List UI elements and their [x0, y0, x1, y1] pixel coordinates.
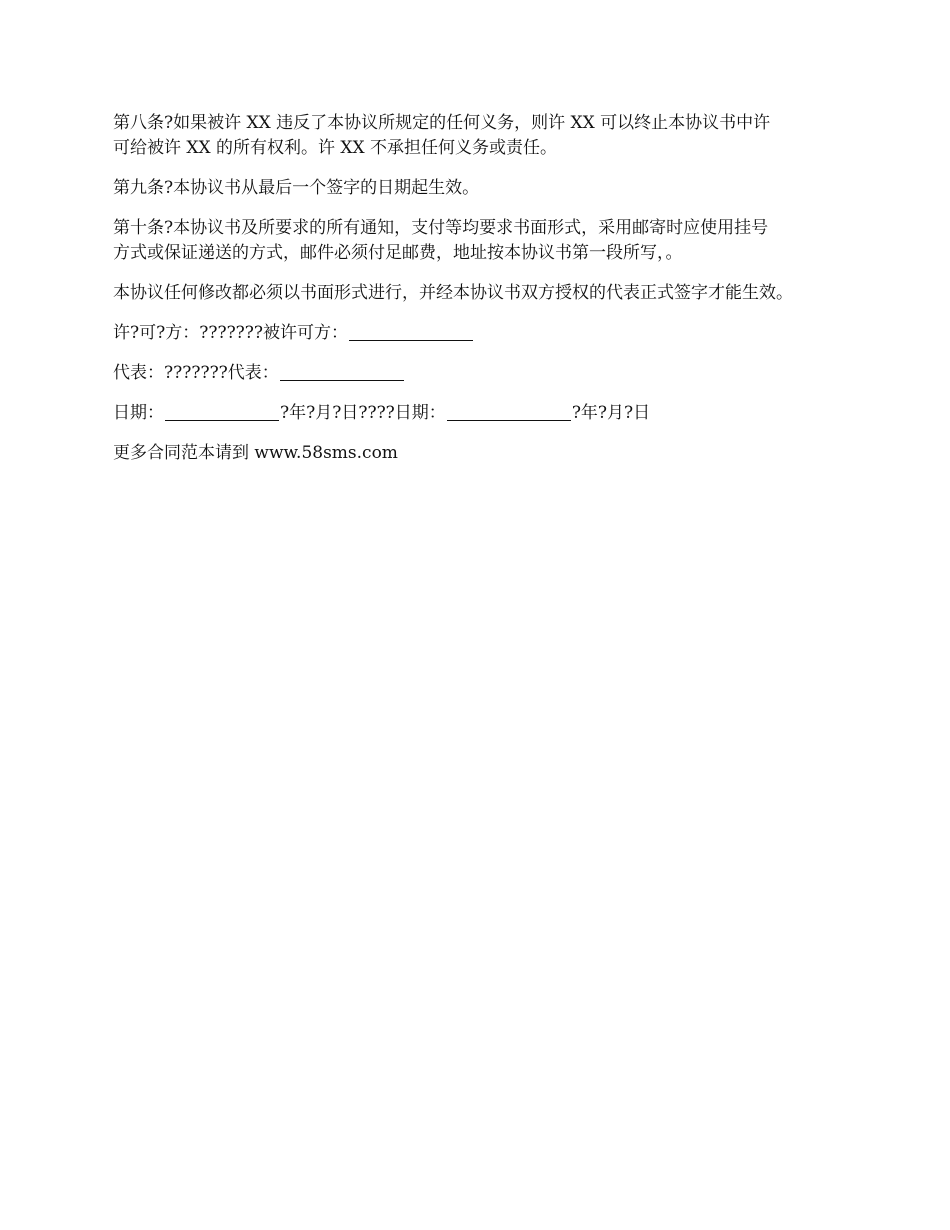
dates-signature-line: [113, 401, 858, 426]
date-middle-text: ?年?月?日????日期：: [280, 403, 446, 423]
representatives-label: 代表：???????代表：: [113, 363, 279, 383]
licensee-blank[interactable]: [349, 322, 473, 341]
representative-blank[interactable]: [280, 362, 404, 381]
parties-signature-line: [113, 321, 858, 346]
article-10-line-1: 第十条?本协议书及所要求的所有通知，支付等均要求书面形式，采用邮寄时应使用挂号: [113, 218, 769, 238]
document-body: [113, 111, 858, 481]
article-9: 第九条?本协议书从最后一个签字的日期起生效。: [113, 178, 480, 198]
article-10: [113, 216, 858, 266]
article-8-line-1: 第八条?如果被许 XX 违反了本协议所规定的任何义务，则许 XX 可以终止本协议书中许: [113, 113, 771, 133]
date-label-1: 日期：: [113, 403, 164, 423]
parties-label: 许?可?方：???????被许可方：: [113, 323, 349, 343]
representatives-signature-line: [113, 361, 858, 386]
article-8-line-2: 可给被许 XX 的所有权利。许 XX 不承担任何义务或责任。: [113, 138, 558, 158]
amendment-clause: 本协议任何修改都必须以书面形式进行，并经本协议书双方授权的代表正式签字才能生效。: [113, 283, 793, 303]
article-8: [113, 111, 858, 161]
article-10-line-2: 方式或保证递送的方式，邮件必须付足邮费，地址按本协议书第一段所写，。: [113, 243, 683, 263]
licensee-date-blank[interactable]: [447, 402, 571, 421]
licensor-date-blank[interactable]: [165, 402, 279, 421]
footer-link-text: 更多合同范本请到 www.58sms.com: [113, 443, 398, 463]
date-tail-text: ?年?月?日: [571, 403, 651, 423]
